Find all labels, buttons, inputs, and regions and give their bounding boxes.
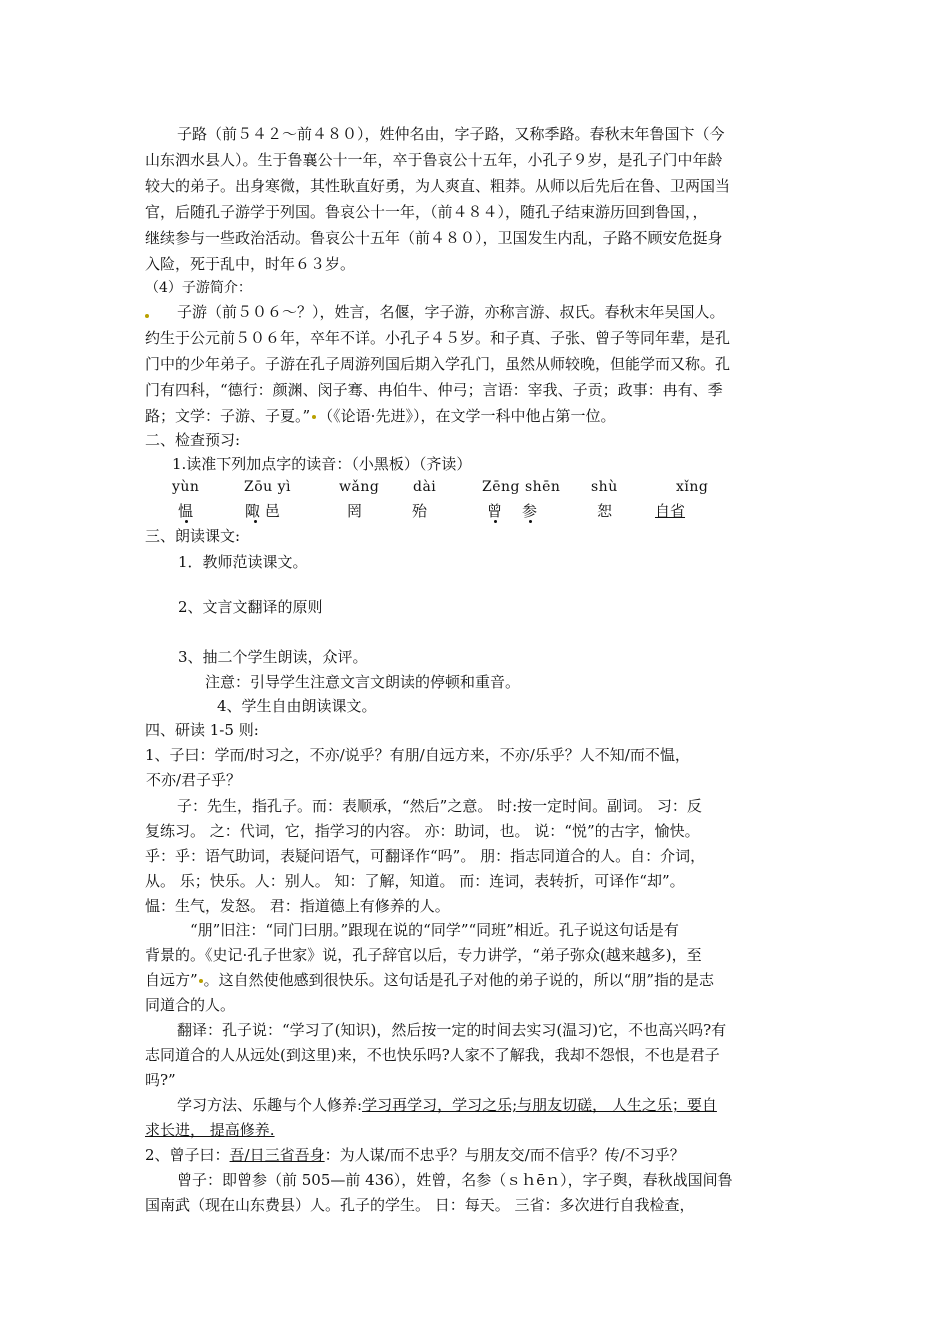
passage1-line1: 1、子曰：学而/时习之，不亦/说乎？有朋/自远方来，不亦/乐乎？人不知/而不愠， [145,746,690,764]
zilu-line-4: 官，后随孔子游学于列国。鲁哀公十一年，（前４８４），随孔子结束游历回到鲁国，， [145,203,708,221]
pinyin-zengshen: Zēng shēn [482,479,561,495]
passage2-underlined: 吾/日三省吾身 [229,1146,325,1164]
zengzi-line-2: 国南武（现在山东费县）人。孔子的学生。 日：每天。 三省：多次进行自我检查， [145,1196,695,1214]
ziyou-line-4: 门有四科，“德行：颜渊、闵子骞、冉伯牛、仲弓；言语：宰我、子贡；政事：冉有、季 [145,381,723,399]
passage1-line2: 不亦/君子乎？ [146,771,242,789]
section3-item3: 3、抽二个学生朗读，众评。 [178,648,368,666]
ziyou-line-3: 门中的少年弟子。子游在孔子周游列国后期入学孔门，虽然从师较晚，但能学而又称。孔 [145,355,731,373]
zilu-line-5: 继续参与一些政治活动。鲁哀公十五年（前４８０），卫国发生内乱，子路不顾安危挺身 [145,229,723,247]
ziyou-line-5a: 路；文学：子游、子夏。” [145,407,311,425]
zilu-line-3: 较大的弟子。出身寒微，其性耿直好勇，为人爽直、粗莽。从师以后先后在鲁、卫两国当 [145,177,731,195]
ziyou-heading: （4）子游简介： [145,280,252,296]
section2-instruction: 1.读准下列加点字的读音：（小黑板）（齐读） [172,455,472,473]
char-dai: 殆 [412,502,428,520]
yellow-mark [145,314,149,318]
char-zeng: 曾 [487,502,503,520]
emphasis-dot [529,520,532,523]
summary-label: 学习方法、乐趣与个人修养: [177,1096,363,1114]
emphasis-dot [254,520,257,523]
notes-line-4: 从。 乐；快乐。人：别人。 知：了解，知道。 而：连词，表转折，可译作“却”。 [145,872,685,890]
char-shu: 恕 [597,502,613,520]
peng-line-1: “朋”旧注：“同门曰朋。”跟现在说的“同学”“同班”相近。孔子说这句话是有 [190,921,679,939]
section4-heading: 四、研读 1-5 则: [145,721,259,739]
peng-line-3a: 自远方” [145,971,198,989]
peng-line-3 [145,968,815,993]
pinyin-dai: dài [413,479,437,495]
translation-line-3: 吗?” [145,1071,176,1089]
char-yun: 愠 [178,502,194,520]
char-zixing: 自省 [655,502,686,520]
peng-line-3b: 。这自然使他感到很快乐。这句话是孔子对他的弟子说的，所以“朋”指的是志 [203,971,715,989]
summary-line-1 [177,1093,847,1118]
char-zouyi: 陬 邑 [245,502,280,520]
section3-item4: 4、学生自由朗读课文。 [217,697,377,715]
char-wang: 罔 [347,502,363,520]
emphasis-dot [185,520,188,523]
ziyou-line-5b: （《论语·先进》），在文学一科中他占第一位。 [318,407,616,425]
section3-note: 注意：引导学生注意文言文朗读的停顿和重音。 [205,673,521,691]
notes-line-1: 子：先生，指孔子。而：表顺承，“然后”之意。 时:按一定时间。副词。 习：反 [177,797,702,815]
summary-line-2: 求长进， 提高修养. [145,1121,275,1139]
yellow-mark [199,979,203,983]
ziyou-line-5 [145,404,815,429]
pinyin-zouyi: Zōu yì [244,479,292,495]
section3-heading: 三、朗读课文: [145,527,241,545]
passage2-rest: ：为人谋/而不忠乎？与朋友交/而不信乎？传/不习乎？ [324,1146,685,1164]
zengzi-line-1: 曾子：即曾参（前 505—前 436），姓曾，名参（ｓｈēｎ），字子舆，春秋战国间鲁 [177,1171,733,1189]
passage2-line [145,1143,815,1168]
section3-item2: 2、文言文翻译的原则 [178,598,323,616]
notes-line-5: 愠：生气，发怒。 君：指道德上有修养的人。 [145,897,450,915]
section3-item1: 1．教师范读课文。 [178,553,308,571]
notes-line-3: 乎：乎：语气助词，表疑问语气，可翻译作“吗”。 朋：指志同道合的人。自：介词， [145,847,706,865]
ziyou-line-1: 子游（前５０６～？），姓言，名偃，字子游，亦称言游、叔氏。春秋末年吴国人。 [177,303,725,321]
peng-line-4: 同道合的人。 [145,996,236,1014]
section2-heading: 二、检查预习: [145,431,241,449]
ziyou-line-2: 约生于公元前５０６年，卒年不详。小孔子４５岁。和子真、子张、曾子等同年辈，是孔 [145,329,731,347]
pinyin-shu: shù [591,479,618,495]
translation-line-2: 志同道合的人从远处(到这里)来，不也快乐吗?人家不了解我，我却不怨恨，不也是君子 [145,1046,720,1064]
passage2-prefix: 2、曾子曰： [145,1146,230,1164]
zilu-line-6: 入险，死于乱中，时年６３岁。 [145,255,356,273]
pinyin-yun: yùn [172,479,200,495]
translation-line-1: 翻译：孔子说：“学习了(知识)，然后按一定的时间去实习(温习)它，不也高兴吗?有 [177,1021,727,1039]
pinyin-xing: xǐng [676,479,709,495]
peng-line-2: 背景的。《史记·孔子世家》说，孔子辞官以后，专力讲学，“弟子弥众(越来越多)，至 [145,946,702,964]
pinyin-wang: wǎng [339,479,380,495]
zilu-line-1: 子路（前５４２～前４８０），姓仲名由，字子路，又称季路。春秋末年鲁国卞（今 [177,125,725,143]
notes-line-2: 复练习。 之：代词，它，指学习的内容。 亦：助词，也。 说：“悦”的古字，愉快。 [145,822,700,840]
summary-underlined: 学习再学习，学习之乐;与朋友切磋， 人生之乐；要自 [362,1096,717,1114]
yellow-mark [312,415,316,419]
zilu-line-2: 山东泗水县人）。生于鲁襄公十一年，卒于鲁哀公十五年，小孔子９岁，是孔子门中年龄 [145,151,723,169]
char-shen: 参 [522,502,538,520]
emphasis-dot [494,520,497,523]
